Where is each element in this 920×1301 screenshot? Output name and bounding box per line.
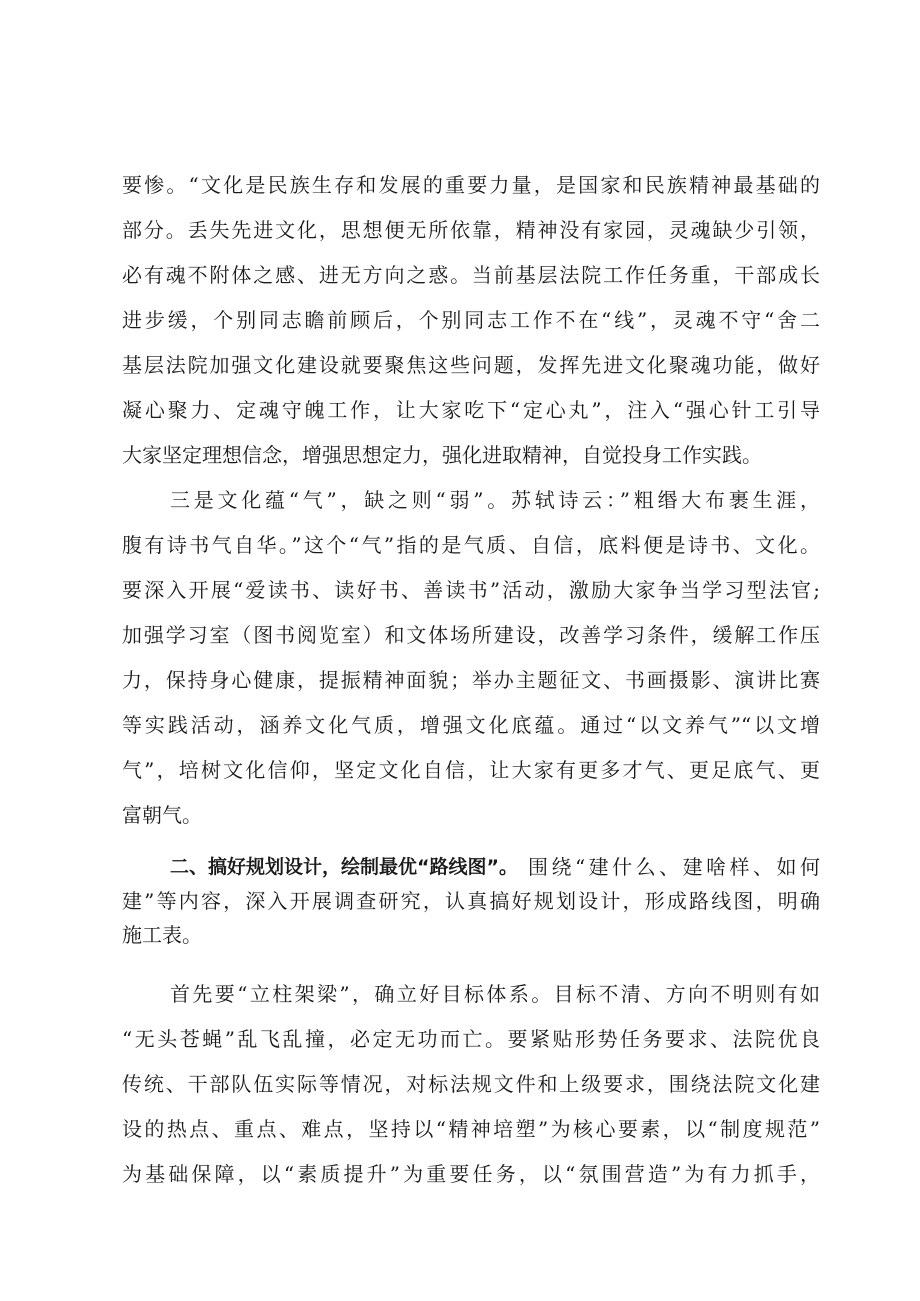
text-line: 设的热点、重点、难点，坚持以“精神培塑”为核心要素，以“制度规范” [122,1117,820,1141]
text-line: 要惨。“文化是民族生存和发展的重要力量，是国家和民族精神最基础的 [122,173,820,197]
text-line: 腹有诗书气自华。”这个“气”指的是气质、自信，底料便是诗书、文化。 [122,533,820,557]
text-line: 进步缓，个别同志瞻前顾后，个别同志工作不在“线”，灵魂不守“舍二 [122,308,820,332]
text-line: 大家坚定理想信念，增强思想定力，强化进取精神，自觉投身工作实践。 [122,443,762,467]
text-line: 围绕“建什么、建啥样、如何 [528,855,820,879]
text-line: 气”，培树文化信仰，坚定文化自信，让大家有更多才气、更足底气、更 [122,758,820,782]
text-line: 首先要“立柱架梁”，确立好目标体系。目标不清、方向不明则有如 [170,982,820,1006]
section-heading: 二、搞好规划设计，绘制最优“路线图”。 [170,856,518,878]
text-line: 等实践活动，涵养文化气质，增强文化底蕴。通过“以文养气”“以文增 [122,713,820,737]
text-line: “无头苍蝇”乱飞乱撞，必定无功而亡。要紧贴形势任务要求、法院优良 [122,1027,820,1051]
text-line: 建”等内容，深入开展调查研究，认真搞好规划设计，形成路线图，明确 [122,889,820,913]
text-line: 三是文化蕴“气”，缺之则“弱”。苏轼诗云：”粗缗大布裹生涯， [170,488,820,512]
text-line: 凝心聚力、定魂守魄工作，让大家吃下“定心丸”，注入“强心针工引导 [122,398,820,422]
text-line: 富朝气。 [122,803,202,827]
text-line: 力，保持身心健康，提振精神面貌；举办主题征文、书画摄影、演讲比赛 [122,668,820,692]
text-line: 基层法院加强文化建设就要聚焦这些问题，发挥先进文化聚魂功能，做好 [122,353,820,377]
text-line: 加强学习室（图书阅览室）和文体场所建设，改善学习条件，缓解工作压 [122,623,820,647]
text-line: 为基础保障，以“素质提升”为重要任务，以“氛围营造”为有力抓手， [122,1162,820,1186]
text-line: 必有魂不附体之感、进无方向之惑。当前基层法院工作任务重，干部成长 [122,263,820,287]
text-line: 要深入开展“爱读书、读好书、善读书”活动，激励大家争当学习型法官; [122,578,820,602]
text-line: 部分。丢失先进文化，思想便无所依靠，精神没有家园，灵魂缺少引领， [122,218,820,242]
text-line: 传统、干部队伍实际等情况，对标法规文件和上级要求，围绕法院文化建 [122,1072,820,1096]
text-line: 施工表。 [122,923,202,947]
